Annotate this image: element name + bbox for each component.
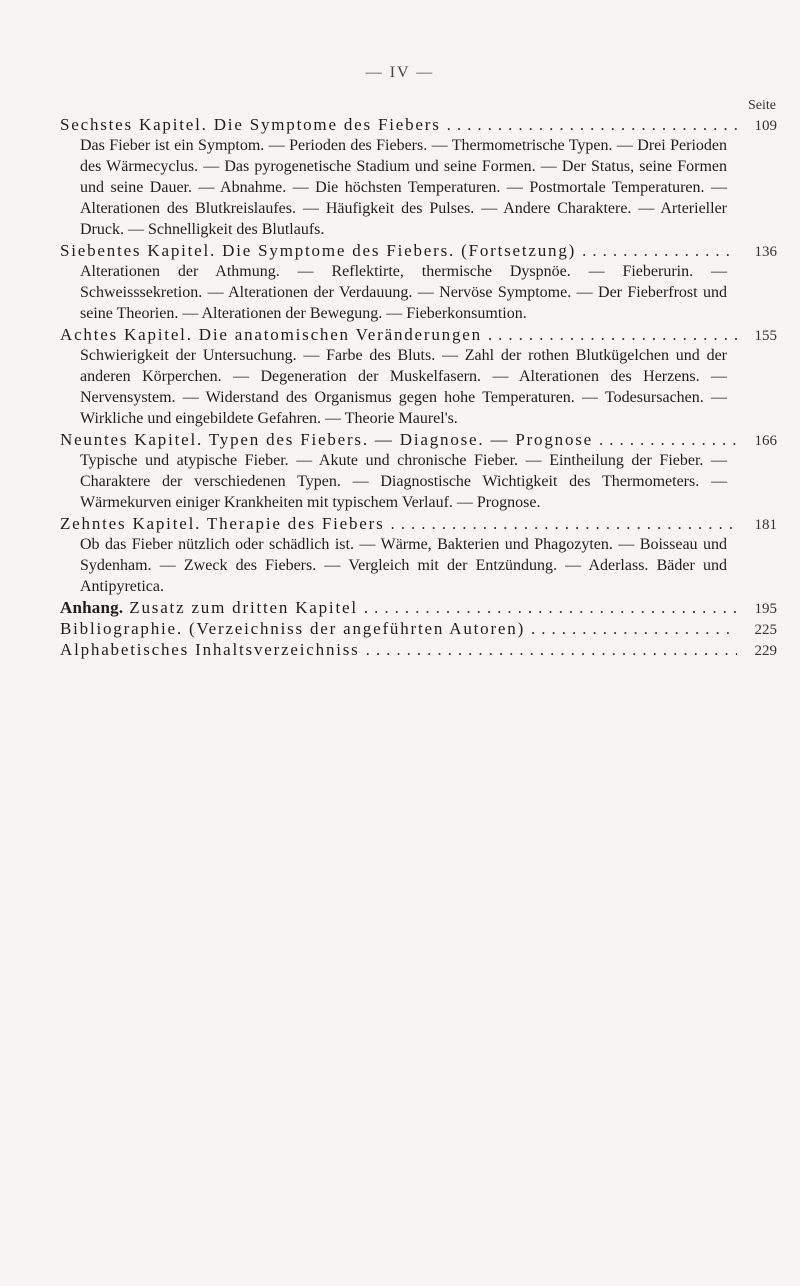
toc-entry-description: Alterationen der Athmung. — Reflektirte, thermische Dyspnöe. — Fieberurin. — Schweisssekretion. — Alterationen der Verdauung. — Nervöse Symptome. — Der Fieberfrost und seine Theorien. — Alterationen der Bewegung. — Fieberkonsumtion. <box>80 263 727 322</box>
toc-entry-page: 229 <box>754 643 777 659</box>
toc-entry-title: Siebentes Kapitel. Die Symptome des Fiebers. (Fortsetzung) <box>60 241 577 260</box>
toc-entry-page: 181 <box>754 517 777 533</box>
toc-entry-title: Alphabetisches Inhaltsverzeichniss <box>60 640 360 659</box>
leader-dots <box>582 240 737 261</box>
toc-entry-page: 225 <box>754 622 777 638</box>
toc-entry-bibliography <box>60 618 777 639</box>
leader-dots <box>391 513 737 534</box>
toc-entry-description: Ob das Fieber nützlich oder schädlich ist. — Wärme, Bakterien und Phagozyten. — Boisseau und Sydenham. — Zweck des Fiebers. — Vergleich mit der Entzündung. — Aderlass. Bäder und Antipyretica. <box>80 536 727 595</box>
leader-dots <box>531 618 737 639</box>
toc-entry-appendix <box>60 597 777 618</box>
toc-entry-index <box>60 639 777 660</box>
table-of-contents <box>60 114 777 660</box>
toc-entry-title: Neuntes Kapitel. Typen des Fiebers. — Diagnose. — Prognose <box>60 430 594 449</box>
leader-dots <box>366 639 737 660</box>
page-column-label: Seite <box>748 98 776 113</box>
toc-entry-chapter-10 <box>60 513 777 597</box>
toc-entry-title: Zehntes Kapitel. Therapie des Fiebers <box>60 514 385 533</box>
toc-entry-description: Typische und atypische Fieber. — Akute und chronische Fieber. — Eintheilung der Fieber. — Charaktere der verschiedenen Typen. — Diagnostische Wichtigkeit des Thermometers. — Wärmekurven einiger Krankheiten mit typischem Verlauf. — Prognose. <box>80 452 727 511</box>
toc-entry-title: Achtes Kapitel. Die anatomischen Veränderungen <box>60 325 482 344</box>
toc-entry-page: 195 <box>754 601 777 617</box>
toc-entry-title: Bibliographie. (Verzeichniss der angeführten Autoren) <box>60 619 526 638</box>
toc-entry-page: 109 <box>754 118 777 134</box>
toc-entry-chapter-7 <box>60 240 777 324</box>
toc-entry-title: Sechstes Kapitel. Die Symptome des Fiebers <box>60 115 441 134</box>
toc-entry-chapter-6 <box>60 114 777 240</box>
page-header: — IV — <box>365 64 435 81</box>
toc-entry-title: Zusatz zum dritten Kapitel <box>129 598 358 617</box>
toc-entry-page: 136 <box>754 244 777 260</box>
toc-entry-page: 166 <box>754 433 777 449</box>
toc-entry-description: Schwierigkeit der Untersuchung. — Farbe des Bluts. — Zahl der rothen Blutkügelchen und der anderen Körperchen. — Degeneration der Muskelfasern. — Alterationen des Herzens. — Nervensystem. — Widerstand des Organismus gegen hohe Temperaturen. — Todesursachen. — Wirkliche und eingebildete Gefahren. — Theorie Maurel's. <box>80 347 727 427</box>
leader-dots <box>599 429 737 450</box>
leader-dots <box>364 597 737 618</box>
toc-entry-page: 155 <box>754 328 777 344</box>
toc-entry-chapter-8 <box>60 324 777 429</box>
leader-dots <box>488 324 737 345</box>
toc-entry-prefix: Anhang. <box>60 598 124 617</box>
toc-entry-description: Das Fieber ist ein Symptom. — Perioden des Fiebers. — Thermometrische Typen. — Drei Perioden des Wärmecyclus. — Das pyrogenetische Stadium und seine Formen. — Der Status, seine Formen und seine Dauer. — Abnahme. — Die höchsten Temperaturen. — Postmortale Temperaturen. — Alterationen des Blutkreislaufes. — Häufigkeit des Pulses. — Andere Charaktere. — Arterieller Druck. — Schnelligkeit des Blutlaufs. <box>80 137 727 238</box>
leader-dots <box>447 114 737 135</box>
toc-entry-chapter-9 <box>60 429 777 513</box>
